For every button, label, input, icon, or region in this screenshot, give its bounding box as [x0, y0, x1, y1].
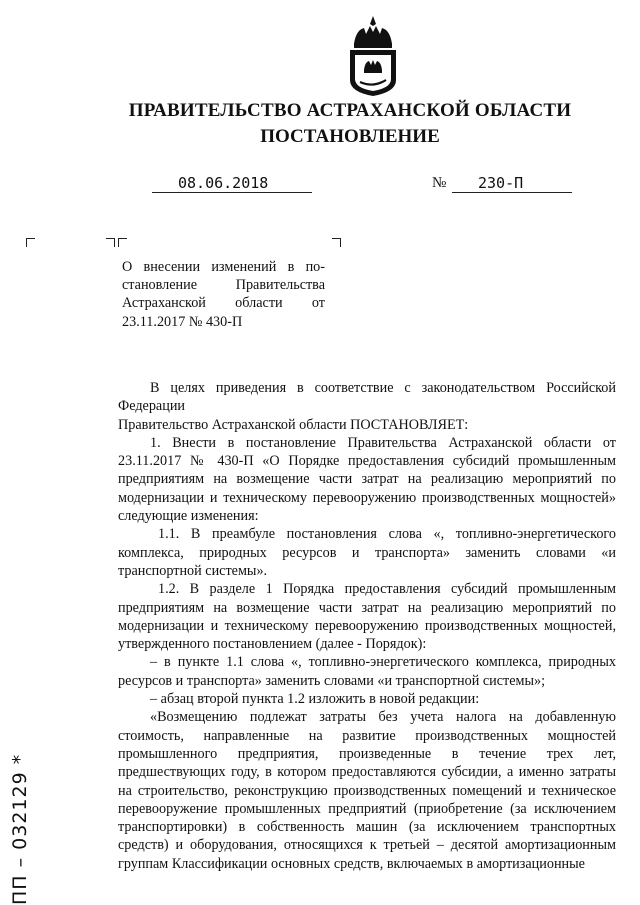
- corner-mark: [332, 238, 341, 247]
- side-serial-code: ПП – 032129 *: [9, 753, 31, 905]
- subject-line: Астраханской области от: [122, 295, 325, 312]
- subject-line: становление Правительства: [122, 277, 325, 294]
- document-subject: [122, 258, 325, 331]
- body-paragraph: 1. Внести в постановление Правительства Астраханской области от 23.11.2017 № 430-П «О Порядке предоставления субсидий промышленным предприятиям на возмещение части затрат на реализацию мероприятий по модернизации и техническому перевооружению производственных мощностей» следующие изменения:: [118, 434, 616, 525]
- body-paragraph: – абзац второй пункта 1.2 изложить в новой редакции:: [150, 691, 480, 708]
- document-body: [118, 379, 616, 873]
- coat-of-arms-emblem: [340, 14, 406, 98]
- number-sign: №: [432, 175, 447, 191]
- document-number: 230-П: [452, 174, 572, 193]
- document-type-header: ПОСТАНОВЛЕНИЕ: [260, 126, 440, 147]
- corner-mark: [106, 238, 115, 247]
- corner-mark: [118, 238, 127, 247]
- body-paragraph: В целях приведения в соответствие с законодательством Российской Федерации: [118, 380, 616, 415]
- document-date: 08.06.2018: [152, 174, 312, 193]
- body-paragraph: 1.2. В разделе 1 Порядка предоставления субсидий промышленным предприятиям на возмещение части затрат на реализацию мероприятий по модернизации и техническому перевооружению производственных мощностей, утвержденного постановлением (далее - Порядок):: [118, 581, 616, 653]
- body-paragraph: «Возмещению подлежат затраты без учета налога на добавленную стоимость, направленные на развитие производственных мощностей промышленного предприятия, произведенные в течение трех лет, предшествующих году, в котором предоставляются субсидии, а именно затраты на строительство, реконструкцию производственных помещений и техническое перевооружение промышленных предприятий (приобретение (за исключением транспортировки) в собственность машин (за исключением транспортных средств) и оборудования, относящихся к третьей – десятой амортизационным группам Классификации основных средств, включаемых в амортизационные: [118, 709, 616, 872]
- corner-mark: [26, 238, 35, 247]
- organization-header: ПРАВИТЕЛЬСТВО АСТРАХАНСКОЙ ОБЛАСТИ: [128, 100, 572, 121]
- body-paragraph: – в пункте 1.1 слова «, топливно-энергетического комплекса, природных ресурсов и транспорта» заменить словами «и транспортной системы»;: [118, 654, 616, 689]
- subject-line: 23.11.2017 № 430-П: [122, 313, 243, 330]
- body-paragraph: Правительство Астраханской области ПОСТАНОВЛЯЕТ:: [118, 416, 469, 433]
- subject-line: О внесении изменений в по-: [122, 259, 325, 275]
- body-paragraph: 1.1. В преамбуле постановления слова «, топливно-энергетического комплекса, природных ресурсов и транспорта» заменить словами «и транспортной системы».: [118, 526, 616, 579]
